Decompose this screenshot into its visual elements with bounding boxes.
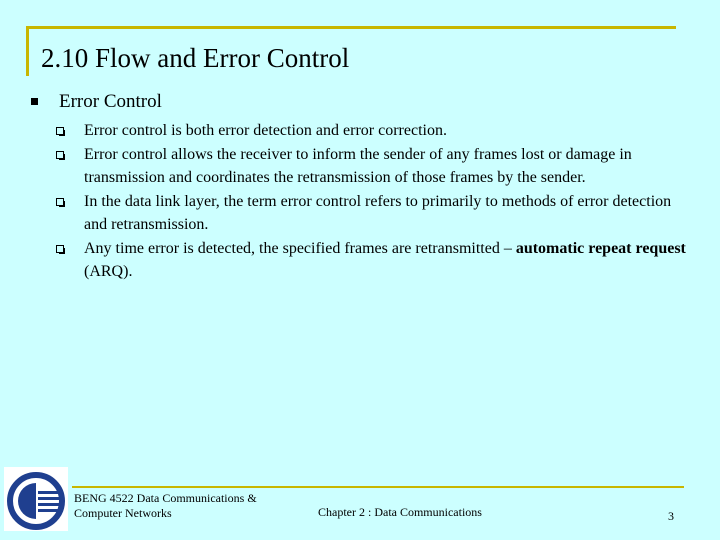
logo-bar — [38, 497, 60, 500]
hollow-square-bullet-icon — [56, 198, 64, 206]
university-logo-icon — [4, 467, 68, 531]
square-bullet-icon — [31, 98, 38, 105]
hollow-square-bullet-icon — [56, 245, 64, 253]
footer-divider — [72, 486, 684, 488]
list-item-text: Error control allows the receiver to inform the sender of any frames lost or damage in transmission and coordinates the retransmission of those frames by the sender. — [84, 145, 632, 186]
sub-bullet-list — [56, 119, 696, 284]
logo-bar — [38, 509, 60, 512]
list-item-text-end: (ARQ). — [84, 263, 133, 280]
hollow-square-bullet-icon — [56, 127, 64, 135]
logo-bar — [38, 491, 60, 494]
list-item — [56, 143, 696, 190]
list-item-text: In the data link layer, the term error control refers to primarily to methods of error detection and retransmission. — [84, 192, 672, 233]
list-item — [56, 190, 696, 237]
page-number: 3 — [668, 509, 674, 523]
slide-title: 2.10 Flow and Error Control — [41, 43, 350, 73]
arq-term: automatic repeat request — [515, 239, 686, 257]
footer-course-line2: Computer Networks — [74, 506, 172, 520]
list-item-text: Error control is both error detection and error correction. — [84, 122, 447, 139]
list-item — [56, 237, 696, 284]
hollow-square-bullet-icon — [56, 151, 64, 159]
footer-course — [74, 491, 284, 521]
list-item — [56, 119, 696, 143]
footer-chapter: Chapter 2 : Data Communications — [318, 505, 482, 519]
logo-bar — [38, 503, 60, 506]
list-item-text-start: Any time error is detected, the specified frames are retransmitted – — [84, 239, 516, 257]
footer-course-line1: BENG 4522 Data Communications & — [74, 491, 257, 505]
heading-text: Error Control — [59, 91, 162, 112]
